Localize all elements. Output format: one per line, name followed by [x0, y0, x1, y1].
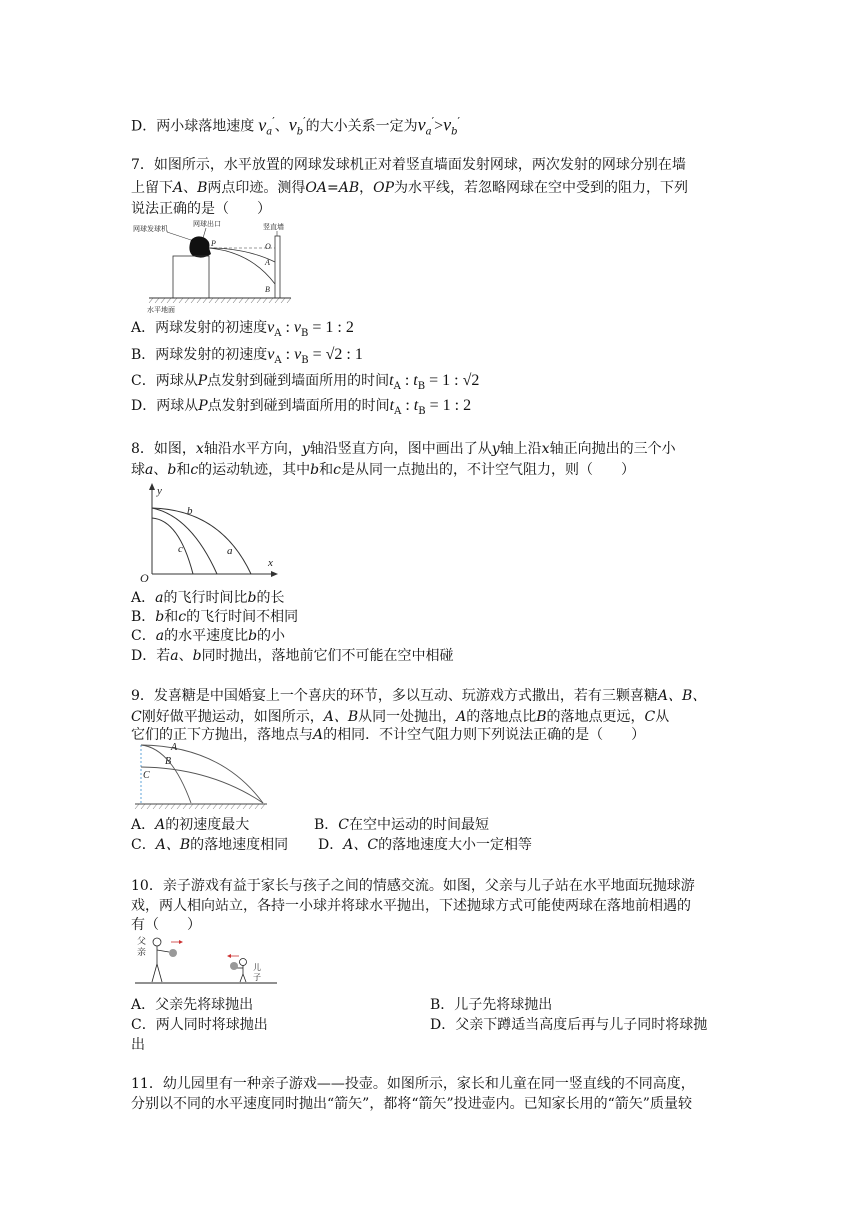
q8-option-c[interactable]: C．a的水平速度比b的小 [131, 628, 286, 644]
q9-figure [131, 740, 271, 812]
q6-optd-text: D．两小球落地速度 [131, 118, 255, 135]
q10-line2: 戏，两人相向站立，各持一小球并将球水平抛出，下述抛球方式可能使两球在落地前相遇的 [131, 898, 691, 914]
va-sub: a [266, 126, 273, 138]
label-outlet: 网球出口 [193, 220, 221, 228]
vb-prime-2: ′ [457, 115, 461, 128]
q9-line1: 9．发喜糖是中国婚宴上一个喜庆的环节，多以互动、玩游戏方式撒出，若有三颗喜糖A、B、 [131, 688, 707, 704]
vb-sub: b [296, 126, 304, 138]
gt-sign: > [434, 117, 444, 135]
q10-option-c[interactable]: C．两人同时将球抛出 [131, 1017, 268, 1033]
q9-line3: 它们的正下方抛出，落地点与A的相同．不计空气阻力则下列说法正确的是（ ） [131, 727, 646, 743]
q8-line1: 8．如图，x轴沿水平方向，y轴沿竖直方向，图中画出了从y轴上沿x轴正向抛出的三个小 [131, 441, 676, 457]
va-prime-2: ′ [431, 115, 435, 128]
q8-option-b[interactable]: B．b和c的飞行时间不相同 [131, 609, 299, 625]
q9-option-c[interactable]: C．A、B的落地速度相同 [131, 837, 289, 853]
curve-b: b [187, 505, 193, 517]
q10-option-d[interactable]: D．父亲下蹲适当高度后再与儿子同时将球抛 [430, 1017, 708, 1033]
q9-option-b[interactable]: B．C在空中运动的时间最短 [314, 817, 490, 833]
label-P: P [211, 239, 216, 248]
q11-line1: 11．幼儿园里有一种亲子游戏——投壶。如图所示，家长和儿童在同一竖直线的不同高度， [131, 1076, 695, 1092]
label-wall: 竖直墙 [263, 223, 284, 231]
curve-c: c [178, 543, 183, 555]
axis-y: y [157, 485, 162, 497]
q7-option-a[interactable]: A．两球发射的初速度$v_A$ : $v_B = 1$ : 2 [131, 319, 354, 339]
q11-line2: 分别以不同的水平速度同时抛出“箭矢”，都将“箭矢”投进壶内。已知家长用的“箭矢”质量较 [131, 1096, 692, 1112]
q8-option-d[interactable]: D．若a、b同时抛出，落地前它们不可能在空中相碰 [131, 648, 454, 664]
label-son-2: 子 [253, 973, 261, 982]
vb-prime: ′ [303, 115, 306, 128]
q6-optd-mid: 的大小关系一定为 [305, 118, 418, 135]
label-machine: 网球发球机 [133, 225, 168, 233]
q10-option-a[interactable]: A．父亲先将球抛出 [131, 997, 254, 1013]
q7-line3: 说法正确的是（ ） [131, 201, 271, 217]
vb-sub-2: b [451, 126, 458, 138]
sep: 、 [274, 118, 289, 135]
label-B: B [165, 756, 172, 767]
q9-option-a[interactable]: A．A的初速度最大 [131, 817, 250, 833]
q7-figure [131, 218, 296, 316]
curve-a: a [227, 545, 233, 557]
q10-line1: 10．亲子游戏有益于家长与孩子之间的情感交流。如图，父亲与儿子站在水平地面玩抛球游 [131, 878, 695, 894]
label-ground: 水平地面 [147, 306, 175, 314]
q7-option-b[interactable]: B．两球发射的初速度$v_A$ : $v_B = √2$ : 1 [131, 346, 363, 366]
label-O: O [265, 242, 271, 251]
q9-option-d[interactable]: D．A、C的落地速度大小一定相等 [318, 837, 533, 853]
origin: O [140, 571, 149, 584]
label-father-1: 父 [137, 937, 147, 947]
q7-line2: 上留下A、B两点印迹。测得OA=AB，OP为水平线，若忽略网球在空中受到的阻力，下列 [131, 180, 689, 196]
q10-line3: 有（ ） [131, 917, 201, 933]
q7-line1: 7．如图所示，水平放置的网球发球机正对着竖直墙面发射网球，两次发射的网球分别在墙 [131, 157, 686, 173]
q10-option-b[interactable]: B．儿子先将球抛出 [430, 997, 553, 1013]
va-symbol-2: v [417, 114, 426, 135]
q6-option-d[interactable] [131, 112, 460, 142]
q10-option-d-wrap: 出 [131, 1037, 145, 1053]
q9-line2: C刚好做平抛运动，如图所示，A、B从同一处抛出，A的落地点比B的落地点更远，C从 [131, 709, 670, 725]
q7-option-c[interactable]: C．两球从P点发射到碰到墙面所用的时间$t_A$ : $t_B = 1$ : √2 [131, 372, 480, 392]
q8-figure [131, 480, 286, 584]
label-B: B [265, 285, 270, 294]
vb-symbol: v [288, 114, 297, 135]
q7-option-d[interactable]: D．两球从P点发射到碰到墙面所用的时间$t_A$ : $t_B = 1$ : 2 [131, 397, 472, 417]
q8-line2: 球a、b和c的运动轨迹，其中b和c是从同一点抛出的，不计空气阻力，则（ ） [131, 462, 635, 478]
va-sub-2: a [425, 126, 432, 138]
label-A: A [171, 742, 178, 753]
axis-x: x [268, 557, 273, 569]
q8-option-a[interactable]: A．a的飞行时间比b的长 [131, 590, 285, 606]
va-prime: ′ [272, 115, 275, 128]
label-C: C [143, 770, 150, 781]
q10-figure [131, 932, 281, 994]
label-father-2: 亲 [137, 948, 147, 958]
label-son-1: 儿 [253, 963, 261, 972]
vb-symbol-2: v [443, 114, 452, 135]
label-A: A [265, 258, 270, 267]
va-symbol: v [258, 114, 267, 135]
